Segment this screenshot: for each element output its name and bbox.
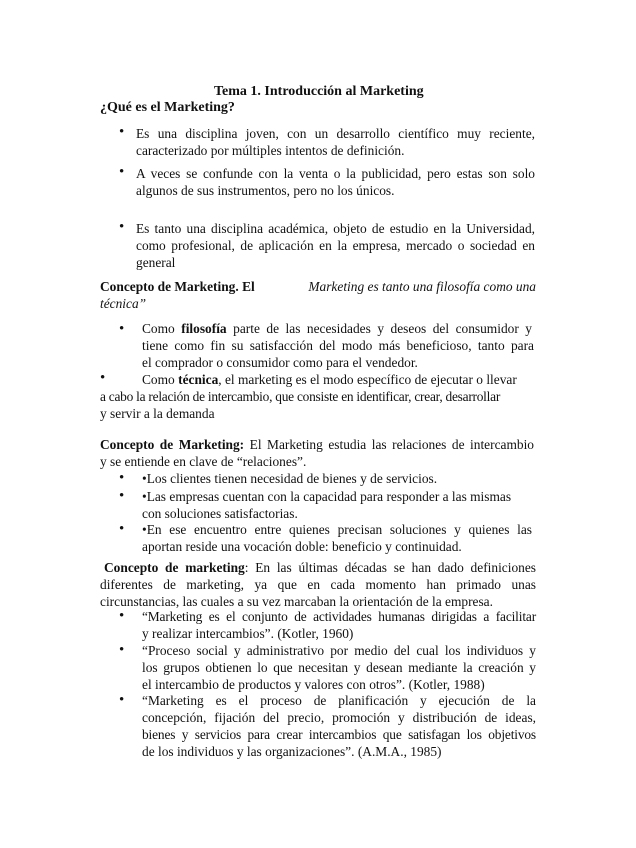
section-heading-italic: Marketing es tanto una filosofía como una <box>308 279 536 294</box>
bullet-icon: • <box>119 608 125 624</box>
section-intro-line: circunstancias, las cuales a su vez marcaban la orientación de la empresa. <box>100 594 493 609</box>
list-item-line: Como filosofía parte de las necesidades y deseos del consumidor y <box>142 321 532 336</box>
list-item-line: general <box>136 255 176 270</box>
list-item-line: aportan reside una vocación doble: beneficio y continuidad. <box>142 539 462 554</box>
quote-line: de los individuos y las organizaciones”. (A.M.A., 1985) <box>142 744 442 759</box>
bullet-icon: • <box>119 124 125 140</box>
section-heading-italic-cont: técnica” <box>100 296 147 311</box>
page-title: Tema 1. Introducción al Marketing <box>214 84 424 99</box>
section-intro-line: diferentes de marketing, ya que en cada momento han primado unas <box>100 577 536 592</box>
bullet-icon: • <box>119 692 125 708</box>
list-item-line: tiene como fin su satisfacción del modo más beneficioso, tanto para <box>142 338 534 353</box>
list-item-line: algunos de sus instrumentos, pero no los únicos. <box>136 183 395 198</box>
bullet-icon: • <box>119 164 125 180</box>
bullet-icon: • <box>119 321 125 337</box>
list-item-line: •Los clientes tienen necesidad de bienes y de servicios. <box>142 471 438 486</box>
quote-line: “Marketing es el conjunto de actividades humanas dirigidas a facilitar <box>142 609 536 624</box>
quote-line: “Marketing es el proceso de planificación y ejecución de la <box>142 693 536 708</box>
list-item-line: el comprador o consumidor como para el vendedor. <box>142 355 418 370</box>
list-item-line: caracterizado por múltiples intentos de definición. <box>136 143 405 158</box>
section-heading <box>100 279 536 296</box>
section-heading-bold: Concepto de marketing <box>104 560 245 575</box>
list-item-line: a cabo la relación de intercambio, que consiste en identificar, crear, desarrollar <box>100 389 501 404</box>
keyword-philosophy: filosofía <box>181 321 227 336</box>
quote-line: los grupos obtienen lo que necesitan y desean mediante la creación y <box>142 660 536 675</box>
bullet-icon: • <box>119 642 125 658</box>
list-item-line: Como técnica, el marketing es el modo específico de ejecutar o llevar <box>142 372 517 387</box>
keyword-technique: técnica <box>178 372 219 387</box>
list-item-line: •En ese encuentro entre quienes precisan soluciones y quienes las <box>142 522 532 537</box>
bullet-icon: • <box>119 488 125 504</box>
bullet-icon: • <box>119 470 125 486</box>
section-heading-bold: Concepto de Marketing. El <box>100 279 255 294</box>
quote-line: concepción, fijación del precio, promoción y distribución de ideas, <box>142 710 536 725</box>
list-item-line: •Las empresas cuentan con la capacidad para responder a las mismas <box>142 489 512 504</box>
list-item-line: Es tanto una disciplina académica, objeto de estudio en la Universidad, <box>136 221 535 236</box>
list-item-line: A veces se confunde con la venta o la publicidad, pero estas son solo <box>136 166 535 181</box>
section-heading-bold: Concepto de Marketing: <box>100 437 245 452</box>
quote-line: “Proceso social y administrativo por medio del cual los individuos y <box>142 643 536 658</box>
section-intro-line: y se entiende en clave de “relaciones”. <box>100 454 307 469</box>
question-heading: ¿Qué es el Marketing? <box>100 100 235 115</box>
quote-line: bienes y servicios para crear intercambios que satisfagan los objetivos <box>142 727 536 742</box>
bullet-icon: • <box>100 370 106 386</box>
list-item-line: y servir a la demanda <box>100 406 215 421</box>
bullet-icon: • <box>119 521 125 537</box>
section-heading: Concepto de Marketing: El Marketing estudia las relaciones de intercambio <box>100 437 534 452</box>
list-item-line: Es una disciplina joven, con un desarrollo científico muy reciente, <box>136 126 535 141</box>
list-item-line: como profesional, de aplicación en la empresa, mercado o sociedad en <box>136 238 535 253</box>
quote-line: y realizar intercambios”. (Kotler, 1960) <box>142 626 354 641</box>
bullet-icon: • <box>119 219 125 235</box>
quote-line: el intercambio de productos y valores con otros”. (Kotler, 1988) <box>142 677 485 692</box>
list-item-line: con soluciones satisfactorias. <box>142 506 298 521</box>
section-heading: Concepto de marketing: En las últimas décadas se han dado definiciones <box>104 560 536 575</box>
